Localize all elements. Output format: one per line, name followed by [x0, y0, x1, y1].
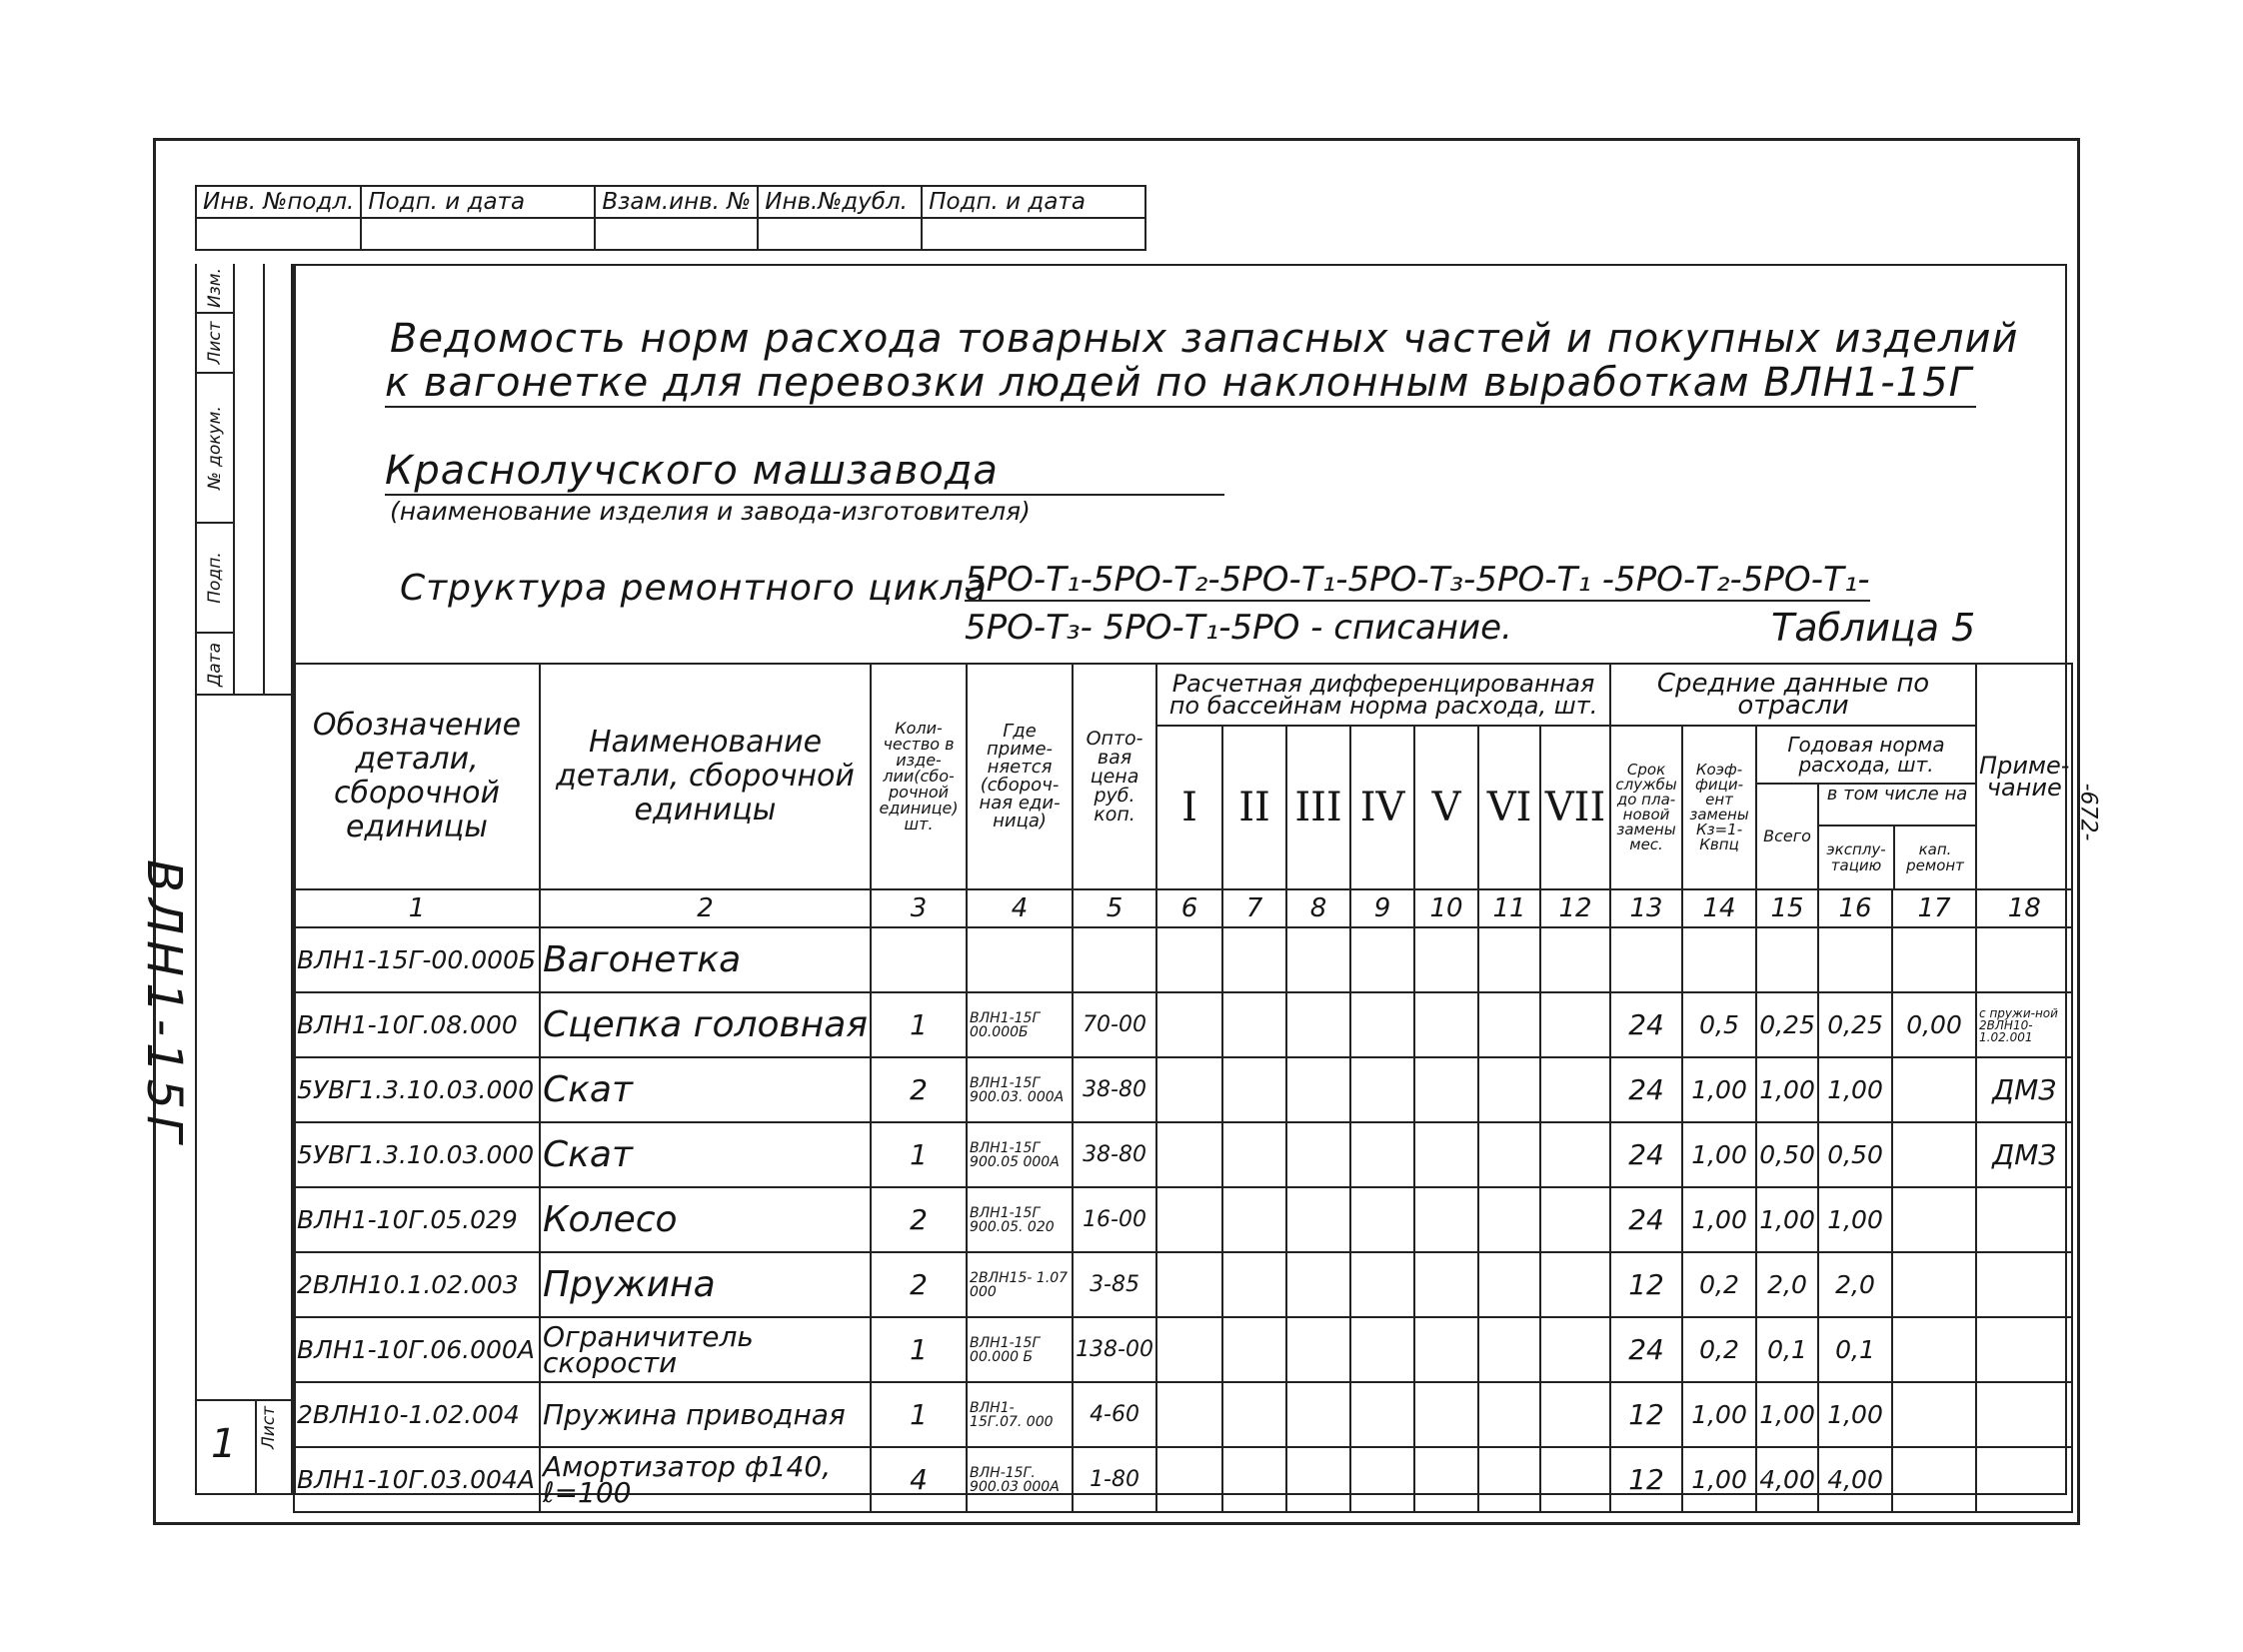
cell-note: [1976, 1187, 2072, 1252]
column-number: 12: [1540, 889, 1610, 927]
cell-service-term: 12: [1610, 1447, 1682, 1512]
cell-where-used: ВЛН1-15Г 00.000Б: [967, 992, 1073, 1057]
sheet-label: Лист: [259, 1405, 279, 1449]
cell-basin-norm: [1156, 1187, 1222, 1252]
cell-quantity: 1: [871, 1317, 967, 1382]
cell-capital-repair: [1892, 1252, 1976, 1317]
column-number: 1: [294, 889, 540, 927]
column-number: 6: [1156, 889, 1222, 927]
structure-line-1: 5РО-Т₁-5РО-Т₂-5РО-Т₁-5РО-Т₃-5РО-Т₁ -5РО-Т₂-5РО-Т₁-: [965, 560, 1870, 600]
cell-designation: 2ВЛН10-1.02.004: [294, 1382, 540, 1447]
cell-basin-norm: [1350, 992, 1414, 1057]
cell-service-term: 24: [1610, 992, 1682, 1057]
header-name: Наименование детали, сборочной единицы: [540, 664, 871, 889]
cell-designation: ВЛН1-10Г.08.000: [294, 992, 540, 1057]
approval-cell: [922, 218, 1145, 250]
cell-exploitation: 1,00: [1818, 1187, 1892, 1252]
cell-quantity: 2: [871, 1187, 967, 1252]
cell-price: 16-00: [1073, 1187, 1156, 1252]
cell-quantity: 4: [871, 1447, 967, 1512]
cell-where-used: ВЛН1- 15Г.07. 000: [967, 1382, 1073, 1447]
cell-designation: ВЛН1-10Г.05.029: [294, 1187, 540, 1252]
cell-basin-norm: [1222, 1122, 1286, 1187]
cell-price: [1073, 927, 1156, 992]
cell-basin-norm: [1414, 992, 1478, 1057]
cell-exploitation: [1818, 927, 1892, 992]
column-number: 2: [540, 889, 871, 927]
cell-basin-norm: [1286, 927, 1350, 992]
cell-total: 0,50: [1756, 1122, 1818, 1187]
plant-name: Краснолучского машзавода: [385, 448, 1224, 496]
table-row: [294, 1057, 2072, 1122]
cell-note: [1976, 1317, 2072, 1382]
cell-basin-norm: [1286, 1447, 1350, 1512]
header-where-used: Где приме-няется (сбороч-ная еди-ница): [967, 664, 1073, 889]
cell-basin-norm: [1540, 992, 1610, 1057]
sheet-box: [197, 1399, 295, 1495]
cell-total: 1,00: [1756, 1382, 1818, 1447]
stamp-label: Подп.: [205, 552, 225, 604]
cell-quantity: 2: [871, 1057, 967, 1122]
cell-basin-norm: [1350, 1252, 1414, 1317]
cell-basin-norm: [1478, 992, 1540, 1057]
header-capital-repair: кап. ремонт: [1906, 840, 1964, 874]
cell-total: 0,25: [1756, 992, 1818, 1057]
cell-basin-norm: [1414, 1317, 1478, 1382]
table-row: [294, 1187, 2072, 1252]
cell-name: Вагонетка: [540, 927, 871, 992]
approval-cell: [361, 218, 595, 250]
cell-designation: ВЛН1-10Г.03.004А: [294, 1447, 540, 1512]
column-number: 15: [1756, 889, 1818, 927]
cell-replace-coef: [1682, 927, 1756, 992]
title-line-1: Ведомость норм расхода товарных запасных частей и покупных изделий: [390, 316, 2019, 362]
stamp-label: № докум.: [205, 406, 225, 490]
cell-note: ДМЗ: [1976, 1122, 2072, 1187]
cell-basin-norm: [1350, 927, 1414, 992]
structure-line-2: 5РО-Т₃- 5РО-Т₁-5РО - списание.: [965, 608, 1512, 648]
cell-capital-repair: [1892, 1057, 1976, 1122]
header-basin-3: III: [1286, 726, 1350, 889]
cell-basin-norm: [1350, 1187, 1414, 1252]
header-basin-group: Расчетная дифференцированная по бассейнам норма расхода, шт.: [1156, 664, 1610, 726]
column-number: 11: [1478, 889, 1540, 927]
cell-quantity: 2: [871, 1252, 967, 1317]
cell-quantity: 1: [871, 1382, 967, 1447]
cell-capital-repair: [1892, 927, 1976, 992]
cell-basin-norm: [1478, 1447, 1540, 1512]
column-number-row: [294, 889, 2072, 927]
cell-basin-norm: [1478, 1122, 1540, 1187]
cell-basin-norm: [1414, 1252, 1478, 1317]
header-basin-7: VII: [1540, 726, 1610, 889]
approval-header: Инв. №подл.: [196, 186, 361, 218]
cell-service-term: 24: [1610, 1057, 1682, 1122]
header-basin-4: IV: [1350, 726, 1414, 889]
cell-where-used: ВЛН1-15Г 900.05 000А: [967, 1122, 1073, 1187]
cell-replace-coef: 1,00: [1682, 1187, 1756, 1252]
header-quantity: Коли-чество в изде-лии(сбо-рочной единице) шт.: [871, 664, 967, 889]
cell-note: [1976, 927, 2072, 992]
cell-basin-norm: [1478, 1057, 1540, 1122]
cell-basin-norm: [1540, 1447, 1610, 1512]
column-number: 10: [1414, 889, 1478, 927]
cell-note: с пружи-ной 2ВЛН10-1.02.001: [1976, 992, 2072, 1057]
cell-basin-norm: [1156, 992, 1222, 1057]
cell-basin-norm: [1414, 1382, 1478, 1447]
cell-name: Амортизатор ф140, ℓ=100: [540, 1447, 871, 1512]
cell-basin-norm: [1540, 1122, 1610, 1187]
cell-name: Скат: [540, 1057, 871, 1122]
cell-designation: ВЛН1-10Г.06.000А: [294, 1317, 540, 1382]
header-service-term: Срок службы до пла-новой замены мес.: [1610, 726, 1682, 889]
table-row: [294, 1382, 2072, 1447]
cell-capital-repair: [1892, 1447, 1976, 1512]
approval-header: Подп. и дата: [361, 186, 595, 218]
header-basin-2: II: [1222, 726, 1286, 889]
cell-basin-norm: [1540, 1057, 1610, 1122]
cell-service-term: 24: [1610, 1187, 1682, 1252]
cell-replace-coef: 1,00: [1682, 1447, 1756, 1512]
cell-quantity: 1: [871, 1122, 967, 1187]
cell-capital-repair: [1892, 1317, 1976, 1382]
cell-replace-coef: 1,00: [1682, 1122, 1756, 1187]
page-number: -672-: [2075, 783, 2101, 841]
header-incl-group: в том числе на: [1819, 785, 1975, 826]
cell-price: 3-85: [1073, 1252, 1156, 1317]
cell-basin-norm: [1222, 1382, 1286, 1447]
table-row: [294, 992, 2072, 1057]
column-number: 7: [1222, 889, 1286, 927]
cell-service-term: 24: [1610, 1317, 1682, 1382]
cell-note: [1976, 1382, 2072, 1447]
cell-basin-norm: [1414, 927, 1478, 992]
table-row: [294, 1317, 2072, 1382]
cell-total: 2,0: [1756, 1252, 1818, 1317]
cell-basin-norm: [1478, 927, 1540, 992]
header-exploitation: эксплу-тацию: [1819, 826, 1895, 888]
cell-exploitation: 0,25: [1818, 992, 1892, 1057]
cell-capital-repair: [1892, 1122, 1976, 1187]
cell-basin-norm: [1350, 1447, 1414, 1512]
cell-where-used: ВЛН-15Г. 900.03 000А: [967, 1447, 1073, 1512]
cell-basin-norm: [1478, 1382, 1540, 1447]
cell-exploitation: 0,50: [1818, 1122, 1892, 1187]
header-replace-coef: Коэф-фици-ент замены Кз=1-Квпц: [1682, 726, 1756, 889]
cell-exploitation: 0,1: [1818, 1317, 1892, 1382]
cell-replace-coef: 1,00: [1682, 1382, 1756, 1447]
cell-basin-norm: [1286, 1057, 1350, 1122]
revision-stamp: [195, 264, 293, 696]
approval-header: Взам.инв. №: [595, 186, 758, 218]
cell-exploitation: 4,00: [1818, 1447, 1892, 1512]
cell-basin-norm: [1156, 1057, 1222, 1122]
cell-replace-coef: 0,2: [1682, 1317, 1756, 1382]
cell-quantity: 1: [871, 992, 967, 1057]
cell-price: 1-80: [1073, 1447, 1156, 1512]
cell-basin-norm: [1350, 1317, 1414, 1382]
header-price: Опто-вая цена руб. коп.: [1073, 664, 1156, 889]
cell-basin-norm: [1156, 1382, 1222, 1447]
cell-service-term: 12: [1610, 1382, 1682, 1447]
cell-note: [1976, 1252, 2072, 1317]
cell-price: 70-00: [1073, 992, 1156, 1057]
header-basin-1: I: [1156, 726, 1222, 889]
cell-basin-norm: [1540, 1382, 1610, 1447]
cell-basin-norm: [1286, 1317, 1350, 1382]
cell-where-used: ВЛН1-15Г 00.000 Б: [967, 1317, 1073, 1382]
norms-table: [293, 663, 2073, 1513]
column-number: 5: [1073, 889, 1156, 927]
approval-cell: [196, 218, 361, 250]
cell-basin-norm: [1286, 992, 1350, 1057]
cell-service-term: [1610, 927, 1682, 992]
cell-price: 38-80: [1073, 1057, 1156, 1122]
cell-designation: ВЛН1-15Г-00.000Б: [294, 927, 540, 992]
cell-price: 38-80: [1073, 1122, 1156, 1187]
column-number: 9: [1350, 889, 1414, 927]
cell-note: [1976, 1447, 2072, 1512]
approval-header: Инв.№дубл.: [758, 186, 922, 218]
cell-name: Колесо: [540, 1187, 871, 1252]
cell-where-used: [967, 927, 1073, 992]
cell-basin-norm: [1286, 1187, 1350, 1252]
cell-basin-norm: [1478, 1187, 1540, 1252]
cell-total: 0,1: [1756, 1317, 1818, 1382]
cell-basin-norm: [1222, 1447, 1286, 1512]
table-row: [294, 1122, 2072, 1187]
column-number: 14: [1682, 889, 1756, 927]
cell-basin-norm: [1286, 1382, 1350, 1447]
cell-total: 1,00: [1756, 1057, 1818, 1122]
header-incl: [1818, 784, 1976, 889]
column-number: 13: [1610, 889, 1682, 927]
side-column: [195, 696, 293, 1495]
cell-replace-coef: 0,2: [1682, 1252, 1756, 1317]
cell-basin-norm: [1156, 1122, 1222, 1187]
cell-basin-norm: [1286, 1122, 1350, 1187]
cell-exploitation: 1,00: [1818, 1057, 1892, 1122]
table-row: [294, 1252, 2072, 1317]
approval-cell: [758, 218, 922, 250]
cell-exploitation: 1,00: [1818, 1382, 1892, 1447]
cell-basin-norm: [1540, 1252, 1610, 1317]
cell-basin-norm: [1540, 927, 1610, 992]
cell-basin-norm: [1350, 1057, 1414, 1122]
cell-capital-repair: 0,00: [1892, 992, 1976, 1057]
side-document-code: ВЛН1-15Г: [136, 859, 192, 1148]
table-row: [294, 927, 2072, 992]
cell-where-used: ВЛН1-15Г 900.03. 000А: [967, 1057, 1073, 1122]
column-number: 16: [1818, 889, 1892, 927]
cell-name: Пружина приводная: [540, 1382, 871, 1447]
cell-quantity: [871, 927, 967, 992]
cell-name: Скат: [540, 1122, 871, 1187]
cell-total: 4,00: [1756, 1447, 1818, 1512]
cell-basin-norm: [1156, 1252, 1222, 1317]
cell-basin-norm: [1286, 1252, 1350, 1317]
column-number: 17: [1892, 889, 1976, 927]
column-number: 8: [1286, 889, 1350, 927]
cell-name: Ограничитель скорости: [540, 1317, 871, 1382]
cell-designation: 5УВГ1.3.10.03.000: [294, 1122, 540, 1187]
cell-name: Пружина: [540, 1252, 871, 1317]
header-basin-5: V: [1414, 726, 1478, 889]
header-industry-group: Средние данные по отрасли: [1610, 664, 1976, 726]
stamp-label: Лист: [205, 321, 225, 365]
sheet-number: 1: [211, 1421, 237, 1467]
cell-price: 4-60: [1073, 1382, 1156, 1447]
cell-basin-norm: [1414, 1447, 1478, 1512]
cell-basin-norm: [1350, 1122, 1414, 1187]
cell-note: ДМЗ: [1976, 1057, 2072, 1122]
cell-where-used: ВЛН1-15Г 900.05. 020: [967, 1187, 1073, 1252]
plant-caption: (наименование изделия и завода-изготовителя): [390, 497, 1031, 526]
cell-basin-norm: [1540, 1187, 1610, 1252]
cell-basin-norm: [1414, 1122, 1478, 1187]
header-annual-group: Годовая норма расхода, шт.: [1756, 726, 1976, 784]
cell-basin-norm: [1156, 1317, 1222, 1382]
structure-label: Структура ремонтного цикла: [400, 568, 988, 609]
cell-basin-norm: [1478, 1317, 1540, 1382]
table-row: [294, 1447, 2072, 1512]
cell-basin-norm: [1156, 1447, 1222, 1512]
cell-capital-repair: [1892, 1187, 1976, 1252]
cell-total: [1756, 927, 1818, 992]
approvals-table: [195, 185, 1146, 251]
cell-basin-norm: [1156, 927, 1222, 992]
cell-total: 1,00: [1756, 1187, 1818, 1252]
cell-designation: 2ВЛН10.1.02.003: [294, 1252, 540, 1317]
cell-basin-norm: [1540, 1317, 1610, 1382]
column-number: 4: [967, 889, 1073, 927]
header-designation: Обозначение детали, сборочной единицы: [294, 664, 540, 889]
header-note: Приме-чание: [1976, 664, 2072, 889]
stamp-label: Дата: [205, 642, 225, 688]
table-label: Таблица 5: [1771, 606, 1976, 650]
cell-service-term: 24: [1610, 1122, 1682, 1187]
cell-designation: 5УВГ1.3.10.03.000: [294, 1057, 540, 1122]
approval-header: Подп. и дата: [922, 186, 1145, 218]
cell-basin-norm: [1222, 992, 1286, 1057]
cell-replace-coef: 0,5: [1682, 992, 1756, 1057]
approval-cell: [595, 218, 758, 250]
cell-name: Сцепка головная: [540, 992, 871, 1057]
header-basin-6: VI: [1478, 726, 1540, 889]
cell-basin-norm: [1222, 927, 1286, 992]
cell-basin-norm: [1222, 1187, 1286, 1252]
cell-where-used: 2ВЛН15- 1.07 000: [967, 1252, 1073, 1317]
column-number: 18: [1976, 889, 2072, 927]
cell-basin-norm: [1414, 1057, 1478, 1122]
cell-basin-norm: [1478, 1252, 1540, 1317]
cell-basin-norm: [1222, 1252, 1286, 1317]
cell-basin-norm: [1350, 1382, 1414, 1447]
cell-basin-norm: [1414, 1187, 1478, 1252]
cell-basin-norm: [1222, 1317, 1286, 1382]
cell-capital-repair: [1892, 1382, 1976, 1447]
cell-price: 138-00: [1073, 1317, 1156, 1382]
stamp-label: Изм.: [205, 268, 225, 308]
column-number: 3: [871, 889, 967, 927]
title-line-2: к вагонетке для перевозки людей по наклонным выработкам ВЛН1-15Г: [385, 360, 1976, 408]
cell-exploitation: 2,0: [1818, 1252, 1892, 1317]
cell-basin-norm: [1222, 1057, 1286, 1122]
cell-service-term: 12: [1610, 1252, 1682, 1317]
header-total: Всего: [1756, 784, 1818, 889]
cell-replace-coef: 1,00: [1682, 1057, 1756, 1122]
